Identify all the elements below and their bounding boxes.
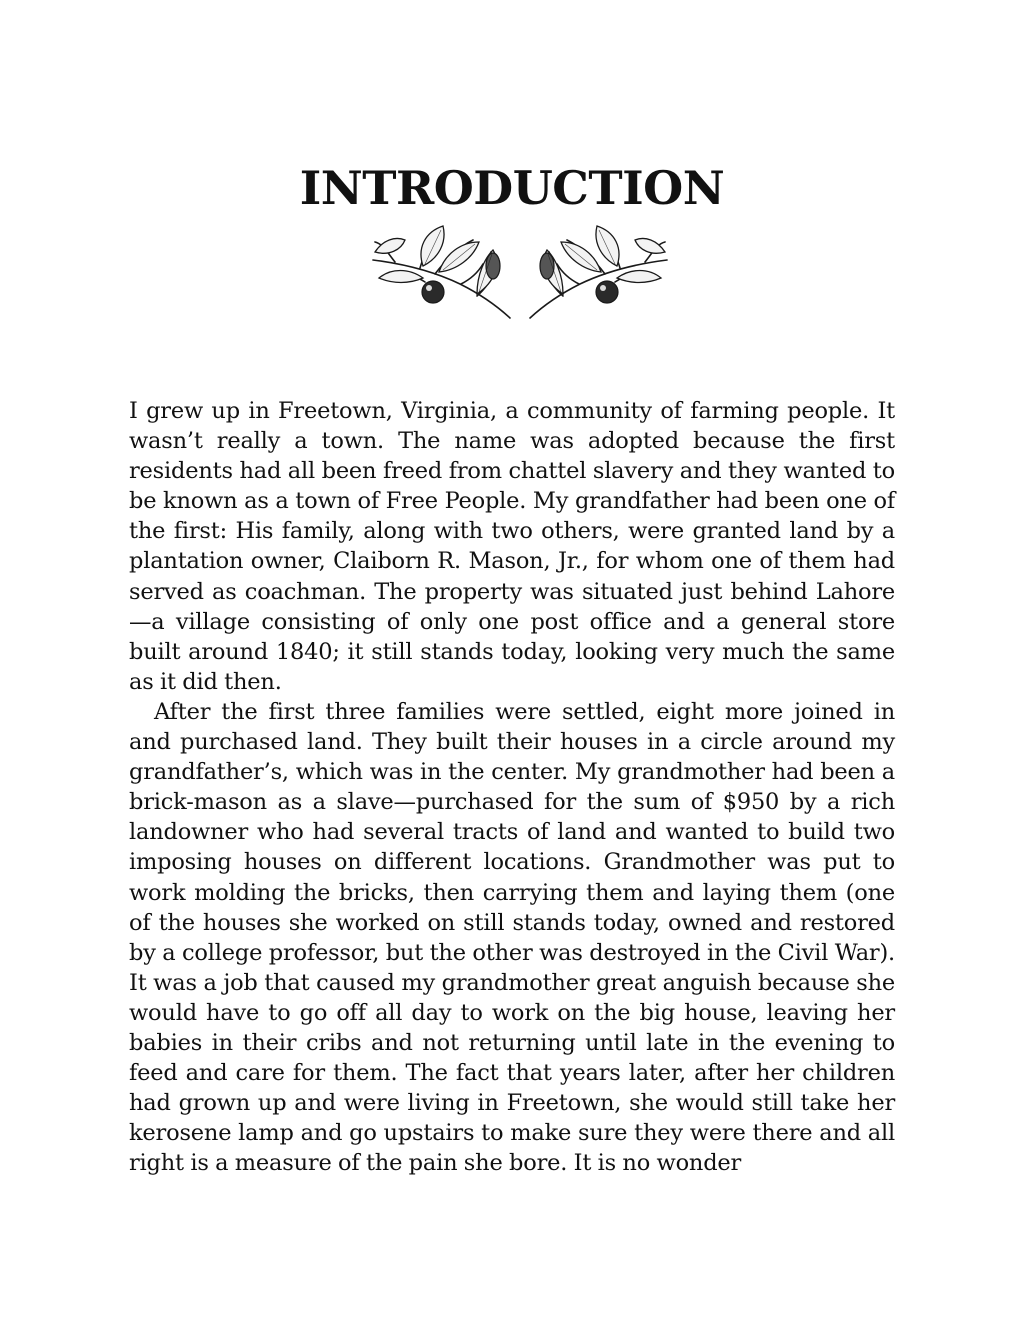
- paragraph-1: I grew up in Freetown, Virginia, a community of farming people. It wasn’t really a town. The name was adopted because the first residents had all been freed from chattel slavery and they wanted to be known as a town of Free People. My grandfather had been one of the first: His family, along with two others, were granted land by a plantation owner, Claiborn R. Mason, Jr., for whom one of them had served as coachman. The property was situated just behind Lahore—a village consisting of only one post office and a general store built around 1840; it still stands today, looking very much the same as it did then.: [129, 398, 895, 695]
- body-text: [129, 396, 895, 1178]
- floral-leaf-ornament-icon: [365, 222, 675, 326]
- chapter-title: INTRODUCTION: [299, 161, 725, 215]
- paragraph-2: After the first three families were settled, eight more joined in and purchased land. They built their houses in a circle around my grandfather’s, which was in the center. My grandmother had been a brick-mason as a slave—purchased for the sum of $950 by a rich landowner who had several tracts of land and wanted to build two imposing houses on different locations. Grandmother was put to work molding the bricks, then carrying them and laying them (one of the houses she worked on still stands today, owned and restored by a college professor, but the other was destroyed in the Civil War). It was a job that caused my grandmother great anguish because she would have to go off all day to work on the big house, leaving her babies in their cribs and not returning until late in the evening to feed and care for them. The fact that years later, after her children had grown up and were living in Freetown, she would still take her kerosene lamp and go upstairs to make sure they were there and all right is a measure of the pain she bore. It is no wonder: [129, 698, 895, 1177]
